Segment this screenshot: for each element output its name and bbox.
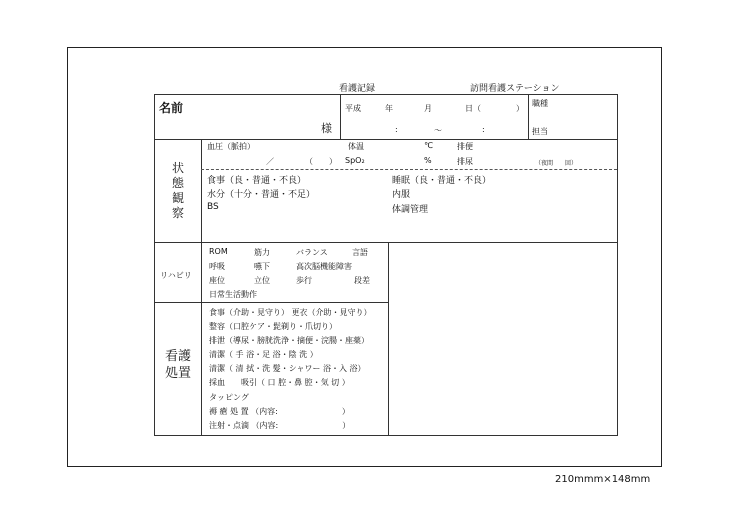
pulse-paren: （ ）	[305, 157, 337, 166]
status-label-char: 観	[171, 191, 184, 205]
temp-label: 体温	[348, 142, 364, 151]
status-label-char: 態	[171, 176, 184, 190]
care-item: 清潔（ 清 拭・洗 髪・シャワー 浴・入 浴）	[209, 364, 366, 373]
record-title: 看護記録	[339, 84, 376, 94]
rehab-item: 呼吸	[209, 262, 225, 271]
day-close: ）	[516, 104, 524, 113]
sama-suffix: 様	[321, 122, 332, 135]
meal-status: 食事（良・普通・不良）	[207, 176, 307, 186]
size-note: 210mmm×148mm	[555, 474, 651, 485]
divider	[340, 95, 341, 139]
care-item: 整容（口腔ケア・髭剃り・爪切り）	[209, 322, 337, 331]
record-form	[154, 94, 618, 436]
divider	[201, 169, 617, 170]
care-item: タッピング	[209, 393, 249, 402]
rehab-item: ROM	[209, 247, 228, 256]
care-item: 食事（介助・見守り） 更衣（介助・見守り）	[209, 308, 372, 317]
time-colon-start: :	[395, 125, 398, 134]
medication-label: 内服	[392, 190, 411, 200]
rehab-item: バランス	[296, 248, 328, 257]
care-item: 排泄（導尿・膀胱洗浄・摘便・浣腸・座薬）	[209, 336, 369, 345]
heisei-label: 平成	[345, 104, 361, 113]
year-label: 年	[385, 104, 393, 113]
status-section-label	[168, 161, 188, 221]
divider	[388, 242, 389, 436]
hainyo-night: （夜間 回）	[535, 160, 578, 167]
bs-label: BS	[207, 202, 219, 212]
time-colon-end: :	[482, 125, 485, 134]
divider	[155, 302, 388, 303]
bp-slash: ／	[266, 157, 274, 166]
water-status: 水分（十分・普通・不足）	[207, 190, 316, 200]
rehab-item: 高次脳機能障害	[296, 262, 352, 271]
rehab-item: 筋力	[254, 248, 270, 257]
rehab-item: 立位	[254, 276, 270, 285]
spo2-unit: %	[424, 156, 432, 165]
care-item: 褥 瘡 処 置 （内容: ）	[209, 407, 350, 416]
divider	[155, 139, 617, 140]
station-name: 訪問看護ステーション	[470, 84, 560, 94]
care-label-char: 処置	[164, 366, 191, 381]
divider	[528, 95, 529, 139]
status-label-char: 察	[171, 206, 184, 220]
care-item: 清潔（ 手 浴・足 浴・陰 洗 ）	[209, 350, 318, 359]
month-label: 月	[424, 104, 432, 113]
care-label-char: 看護	[164, 349, 191, 364]
care-item: 採血 吸引（ 口 腔・鼻 腔・気 切 ）	[209, 378, 350, 387]
spo2-label: SpO₂	[345, 156, 365, 165]
divider	[201, 139, 202, 436]
rehab-item: 歩行	[296, 276, 312, 285]
rehab-item: 日常生活動作	[209, 290, 257, 299]
rehab-label: リハビリ	[160, 271, 192, 280]
bp-label: 血圧（脈拍）	[207, 142, 255, 151]
rehab-item: 座位	[209, 276, 225, 285]
tanto-label: 担当	[532, 127, 548, 136]
care-item: 注射・点滴 （内容: ）	[209, 421, 351, 430]
hainyo-label: 排尿	[457, 157, 473, 166]
haiben-label: 排便	[457, 142, 473, 151]
care-section-label	[163, 348, 193, 382]
health-mgmt-label: 体調管理	[392, 205, 429, 215]
rehab-item: 段差	[354, 276, 370, 285]
shokushu-label: 職種	[532, 99, 548, 108]
sleep-status: 睡眠（良・普通・不良）	[392, 176, 492, 186]
day-label: 日（	[465, 104, 481, 113]
time-tilde: ～	[434, 126, 442, 135]
divider	[155, 242, 617, 243]
rehab-item: 言語	[352, 248, 368, 257]
temp-unit: ℃	[424, 141, 433, 150]
status-label-char: 状	[171, 161, 184, 175]
name-label: 名前	[159, 101, 184, 115]
rehab-item: 嚥下	[254, 262, 270, 271]
